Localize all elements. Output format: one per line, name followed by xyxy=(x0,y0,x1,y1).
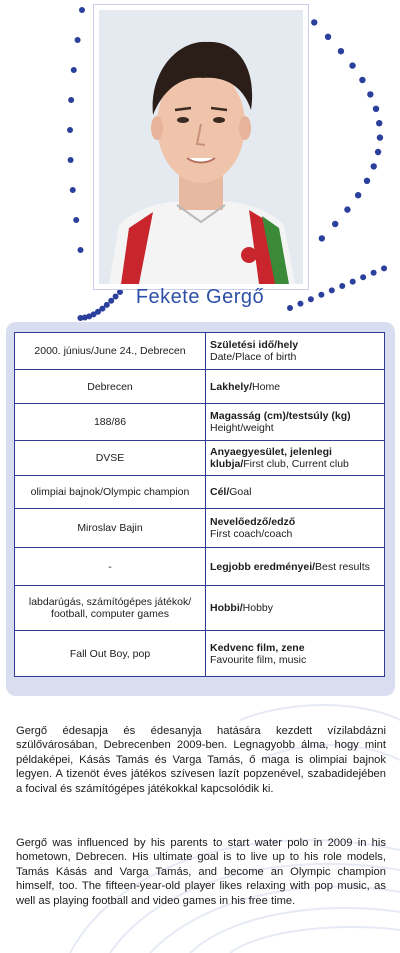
fact-label-hu: Anyaegyesület, jelenlegi klubja/ xyxy=(210,446,332,470)
player-photo xyxy=(99,10,303,284)
decor-dot xyxy=(77,315,83,321)
decor-dot xyxy=(86,313,92,319)
decor-dot xyxy=(73,217,79,223)
decor-dot xyxy=(360,274,366,280)
fact-label-en: Hobby xyxy=(242,602,274,614)
player-portrait-image xyxy=(99,10,303,284)
decor-dot xyxy=(349,62,355,68)
decor-dot xyxy=(338,48,344,54)
fact-value: olimpiai bajnok/Olympic champion xyxy=(15,476,206,509)
fact-label xyxy=(206,548,385,586)
decor-dot xyxy=(350,279,356,285)
decor-dot xyxy=(68,97,74,103)
fact-label-en: Home xyxy=(252,380,281,393)
photo-frame xyxy=(93,4,309,290)
fact-row xyxy=(15,404,385,441)
fact-value: Debrecen xyxy=(15,370,206,404)
decor-dot xyxy=(325,34,331,40)
fact-label-en: First coach/coach xyxy=(210,528,293,540)
fact-label-hu: Legjobb eredményei/ xyxy=(210,560,316,573)
player-name: Fekete Gergő xyxy=(135,286,265,308)
decor-dot xyxy=(77,247,83,253)
decor-dot xyxy=(332,221,338,227)
decor-dot xyxy=(68,157,74,163)
decor-dot xyxy=(67,127,73,133)
fact-value: Fall Out Boy, pop xyxy=(15,631,206,677)
decor-dot xyxy=(367,91,373,97)
decor-dot xyxy=(373,106,379,112)
fact-label xyxy=(206,404,385,441)
fact-value: Miroslav Bajin xyxy=(15,509,206,548)
decor-dot xyxy=(79,7,85,13)
fact-value: 2000. június/June 24., Debrecen xyxy=(15,333,206,370)
decor-dot xyxy=(376,120,382,126)
fact-value: - xyxy=(15,548,206,586)
fact-label-en: Goal xyxy=(229,486,252,498)
fact-label-en: First club, Current club xyxy=(243,458,349,470)
decor-dot xyxy=(371,163,377,169)
fact-label xyxy=(206,333,385,370)
fact-label-en: Date/Place of birth xyxy=(210,351,297,363)
fact-row xyxy=(15,333,385,370)
fact-label xyxy=(206,586,385,631)
fact-value: labdarúgás, számítógépes játékok/ football, computer games xyxy=(15,586,206,631)
fact-label-en: Favourite film, music xyxy=(210,653,307,666)
fact-row xyxy=(15,548,385,586)
decor-dot xyxy=(377,134,383,140)
decor-dot xyxy=(364,178,370,184)
decor-dot xyxy=(95,309,101,315)
decor-dot xyxy=(91,311,97,317)
facts-table xyxy=(14,332,385,677)
fact-label xyxy=(206,509,385,548)
decor-dot xyxy=(344,206,350,212)
decor-dot xyxy=(375,149,381,155)
fact-label-hu: Magasság (cm)/testsúly (kg) xyxy=(210,410,351,422)
decor-dot xyxy=(359,77,365,83)
fact-label-hu: Nevelőedző/edző xyxy=(210,516,296,528)
fact-label-hu: Kedvenc film, zene xyxy=(210,641,305,654)
fact-label-hu: Születési idő/hely xyxy=(210,339,299,351)
fact-row xyxy=(15,586,385,631)
decor-dot xyxy=(71,67,77,73)
fact-label xyxy=(206,370,385,404)
decor-dot xyxy=(381,265,387,271)
fact-label-hu: Cél/ xyxy=(210,486,230,498)
fact-row xyxy=(15,476,385,509)
fact-label-en: Best results xyxy=(315,560,370,573)
fact-label xyxy=(206,441,385,476)
fact-value: DVSE xyxy=(15,441,206,476)
decor-dot xyxy=(355,192,361,198)
decor-dot xyxy=(70,187,76,193)
fact-row xyxy=(15,509,385,548)
decor-dot xyxy=(75,37,81,43)
fact-label-hu: Hobbi/ xyxy=(210,602,243,614)
fact-row xyxy=(15,631,385,677)
bio-english: Gergő was influenced by his parents to start water polo in 2009 in his hometown, Debrecen. His ultimate goal is to live up to his role models, Tamás Kásás and Varga Tamás, and become an Olympic champion himself, too. The fifteen-year-old player likes relaxing with pop music, as well as playing football and video games in his free time. xyxy=(16,837,386,907)
decor-dot xyxy=(319,235,325,241)
fact-label xyxy=(206,631,385,677)
fact-value: 188/86 xyxy=(15,404,206,441)
decor-dot xyxy=(311,19,317,25)
decor-dot xyxy=(82,315,88,321)
fact-label-en: Height/weight xyxy=(210,422,274,434)
fact-label-hu: Lakhely/ xyxy=(210,380,253,393)
decor-dot xyxy=(371,270,377,276)
bio-hungarian: Gergő édesapja és édesanyja hatására kezdett vízilabdázni szülővárosában, Debrecenben 2009-ben. Legnagyobb álma, hogy mint példaképei, Kásás Tamás és Varga Tamás, ő maga is olimpiai bajnok legyen. A tizenöt éves játékos szívesen lazít popzenével, szabadidejében a focival és számítógépes játékokkal kapcsolódik ki. xyxy=(16,725,386,795)
fact-row xyxy=(15,441,385,476)
fact-label xyxy=(206,476,385,509)
fact-row xyxy=(15,370,385,404)
